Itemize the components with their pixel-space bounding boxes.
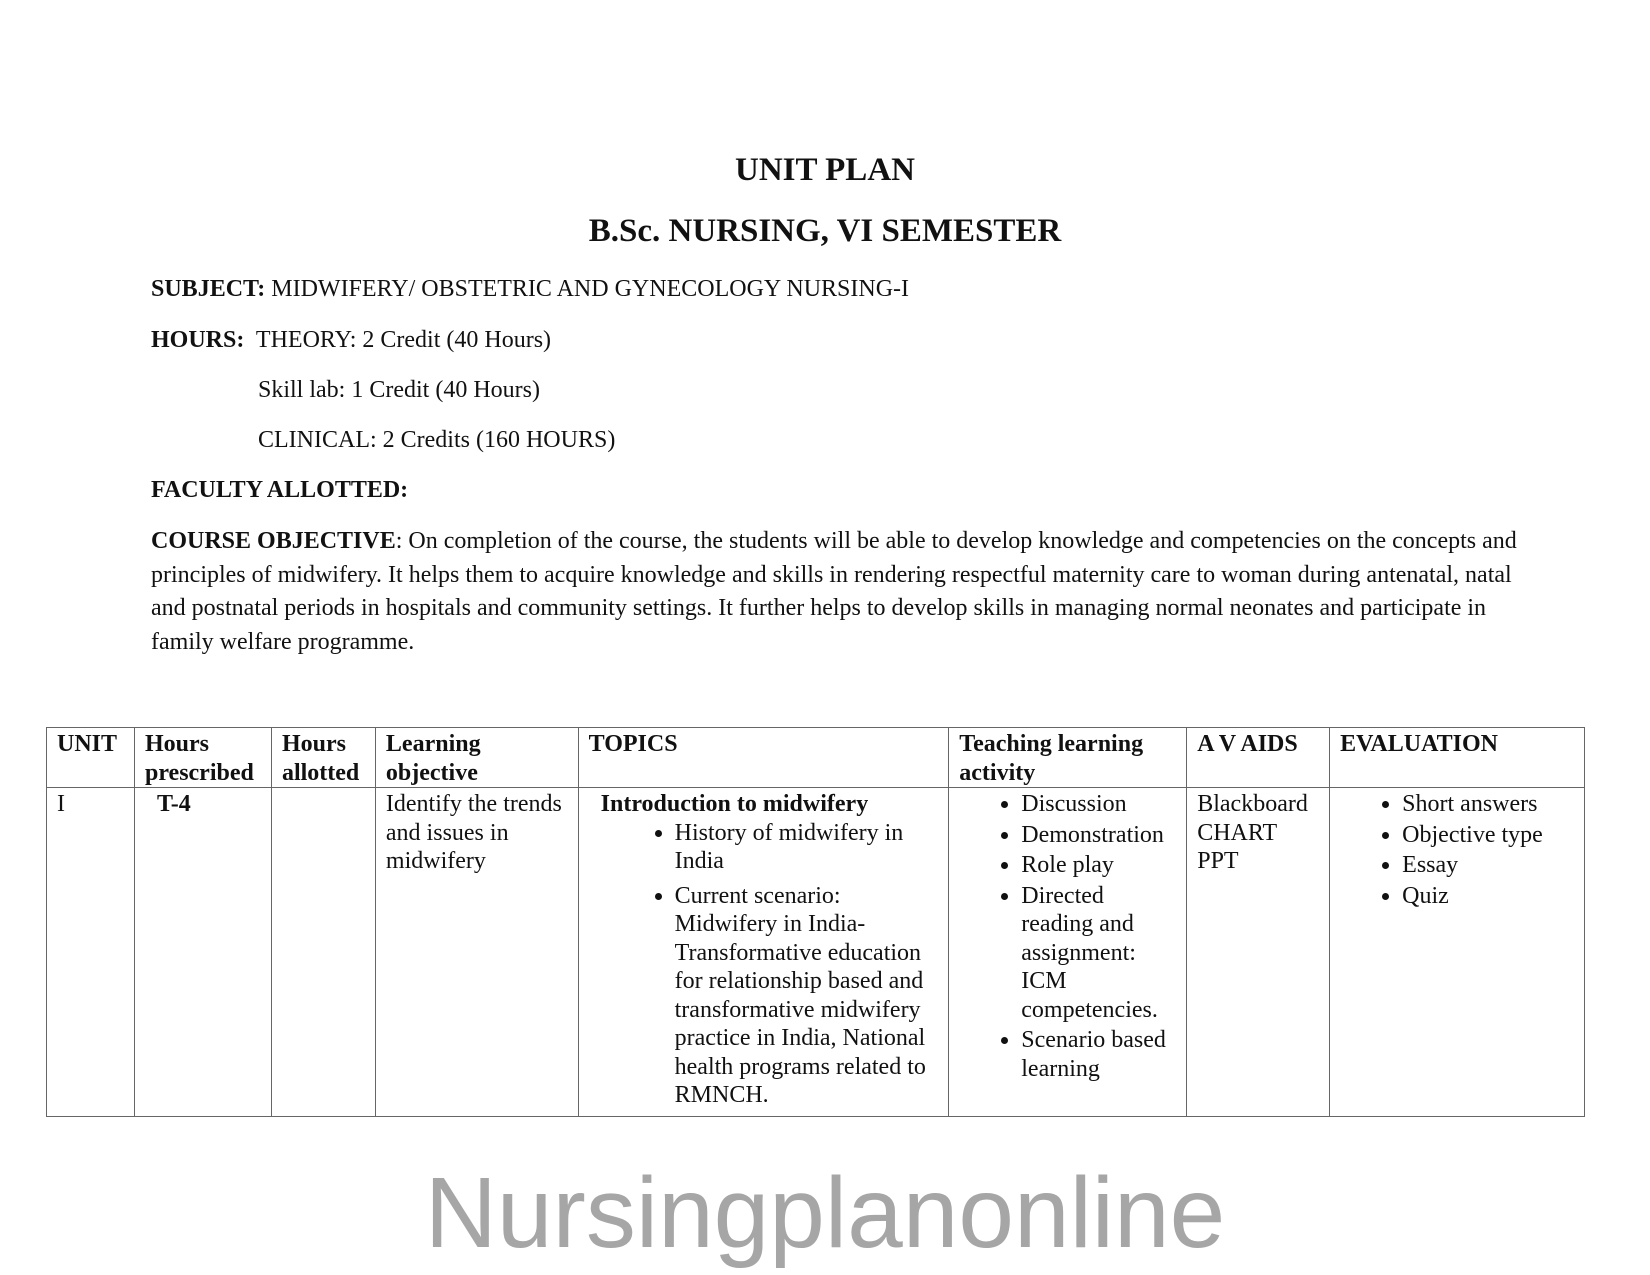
unit-plan-table bbox=[46, 727, 1585, 1117]
cell-av-aids bbox=[1187, 788, 1330, 1117]
topic-heading: Introduction to midwifery bbox=[600, 791, 869, 817]
list-item: • Discussion bbox=[1021, 790, 1176, 819]
list-item: • Current scenario: Midwifery in India- Transformative education for relationship based and transformative midwifery practice in India, National health programs related to RMNCH. bbox=[675, 882, 939, 1110]
list-item: • Objective type bbox=[1402, 821, 1574, 850]
list-item: • Role play bbox=[1021, 851, 1176, 880]
list-item: • Essay bbox=[1402, 851, 1574, 880]
cell-teaching-activity bbox=[949, 788, 1187, 1117]
hours-prescribed-value: T-4 bbox=[156, 791, 191, 817]
header-learning-objective: Learning objective bbox=[375, 728, 578, 788]
list-item: • Scenario based learning bbox=[1021, 1026, 1176, 1083]
list-item: • Quiz bbox=[1402, 882, 1574, 911]
header-teaching-activity: Teaching learning activity bbox=[949, 728, 1187, 788]
list-item: • Directed reading and assignment: ICM competencies. bbox=[1021, 882, 1176, 1025]
course-objective bbox=[151, 525, 1521, 659]
page-title: UNIT PLAN bbox=[734, 152, 915, 188]
av-aid-item: CHART bbox=[1197, 819, 1278, 846]
header-unit: UNIT bbox=[47, 728, 135, 788]
hours-label: HOURS: bbox=[151, 327, 245, 353]
subject-label: SUBJECT: bbox=[151, 276, 266, 302]
table-row bbox=[47, 788, 1585, 1117]
av-aid-item: Blackboard bbox=[1197, 791, 1308, 817]
list-item: • Short answers bbox=[1402, 790, 1574, 819]
watermark: Nursingplanonline bbox=[424, 1157, 1226, 1269]
faculty-line bbox=[151, 477, 408, 504]
av-aid-item: PPT bbox=[1197, 848, 1239, 874]
hours-line bbox=[151, 327, 551, 354]
header-evaluation: EVALUATION bbox=[1330, 728, 1585, 788]
topic-list bbox=[589, 819, 939, 1110]
cell-topics bbox=[578, 788, 949, 1117]
page-subtitle: B.Sc. NURSING, VI SEMESTER bbox=[588, 213, 1062, 249]
header-hours-prescribed: Hours prescribed bbox=[134, 728, 271, 788]
cell-learning-objective: Identify the trends and issues in midwifery bbox=[375, 788, 578, 1117]
evaluation-list bbox=[1340, 790, 1574, 910]
cell-hours-prescribed bbox=[134, 788, 271, 1117]
cell-unit: I bbox=[47, 788, 135, 1117]
list-item: • Demonstration bbox=[1021, 821, 1176, 850]
hours-skill-lab: Skill lab: 1 Credit (40 Hours) bbox=[258, 377, 540, 403]
header-av-aids: A V AIDS bbox=[1187, 728, 1330, 788]
list-item: • History of midwifery in India bbox=[675, 819, 939, 876]
course-objective-label: COURSE OBJECTIVE bbox=[151, 528, 396, 554]
subject-value: MIDWIFERY/ OBSTETRIC AND GYNECOLOGY NURSING-I bbox=[271, 276, 910, 302]
teaching-activity-list bbox=[959, 790, 1176, 1083]
header-topics: TOPICS bbox=[578, 728, 949, 788]
table-header-row bbox=[47, 728, 1585, 788]
cell-hours-allotted bbox=[271, 788, 375, 1117]
cell-evaluation bbox=[1330, 788, 1585, 1117]
hours-clinical: CLINICAL: 2 Credits (160 HOURS) bbox=[258, 427, 616, 453]
header-hours-allotted: Hours allotted bbox=[271, 728, 375, 788]
course-objective-text: : On completion of the course, the students will be able to develop knowledge and competencies on the concepts and principles of midwifery. It helps them to acquire knowledge and skills in rendering respectful maternity care to woman during antenatal, natal and postnatal periods in hospitals and community settings. It further helps to develop skills in managing normal neonates and participate in family welfare programme. bbox=[151, 528, 1517, 655]
faculty-label: FACULTY ALLOTTED: bbox=[151, 477, 409, 503]
hours-theory: THEORY: 2 Credit (40 Hours) bbox=[255, 327, 552, 353]
subject-line bbox=[151, 276, 909, 303]
